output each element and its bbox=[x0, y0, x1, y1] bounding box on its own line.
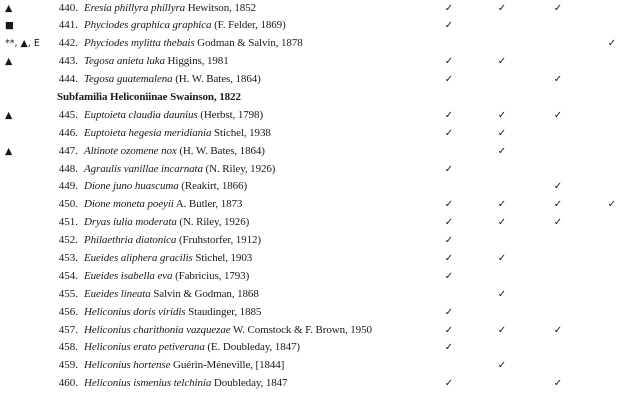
check-icon: ✓ bbox=[444, 342, 454, 354]
species-name bbox=[84, 196, 242, 214]
species-name bbox=[84, 339, 300, 357]
check-icon: ✓ bbox=[553, 378, 563, 390]
check-icon: ✓ bbox=[497, 56, 507, 68]
status-mark: **, ▲, E bbox=[5, 38, 40, 50]
species-number: 445. bbox=[58, 108, 78, 121]
species-number: 455. bbox=[58, 287, 78, 300]
check-icon: ✓ bbox=[497, 252, 507, 264]
species-row bbox=[0, 357, 642, 375]
check-icon: ✓ bbox=[444, 20, 454, 32]
check-icon: ✓ bbox=[553, 199, 563, 211]
species-number: 460. bbox=[58, 377, 78, 390]
scientific-name: Dryas iulia moderata bbox=[84, 216, 177, 229]
scientific-name: Eresia phillyra phillyra bbox=[84, 1, 186, 14]
species-name bbox=[84, 71, 261, 89]
species-number: 446. bbox=[58, 126, 78, 139]
status-mark: ▲ bbox=[5, 2, 13, 14]
check-icon: ✓ bbox=[444, 252, 454, 264]
species-name bbox=[84, 357, 284, 375]
species-number: 454. bbox=[58, 269, 78, 282]
status-mark: ▲ bbox=[5, 56, 13, 68]
species-row bbox=[0, 214, 642, 232]
species-row bbox=[0, 286, 642, 304]
scientific-name: Heliconius hortense bbox=[84, 359, 171, 372]
subfamily-heading-row bbox=[0, 89, 642, 107]
species-row bbox=[0, 71, 642, 89]
species-row bbox=[0, 17, 642, 35]
check-icon: ✓ bbox=[497, 109, 507, 121]
check-icon: ✓ bbox=[497, 324, 507, 336]
species-number: 453. bbox=[58, 251, 78, 264]
species-name bbox=[84, 0, 256, 17]
scientific-name: Eueides isabella eva bbox=[84, 269, 173, 282]
species-row bbox=[0, 196, 642, 214]
species-row bbox=[0, 268, 642, 286]
species-name bbox=[84, 322, 372, 340]
species-name bbox=[84, 250, 252, 268]
species-name bbox=[84, 304, 261, 322]
scientific-name: Heliconius ismenius telchinia bbox=[84, 377, 212, 390]
check-icon: ✓ bbox=[444, 74, 454, 86]
scientific-name: Euptoieta hegesia meridiania bbox=[84, 126, 212, 139]
check-icon: ✓ bbox=[497, 127, 507, 139]
author-citation: (Herbst, 1798) bbox=[197, 108, 264, 121]
check-icon: ✓ bbox=[497, 288, 507, 300]
author-citation: Doubleday, 1847 bbox=[211, 377, 288, 390]
scientific-name: Heliconius doris viridis bbox=[84, 305, 186, 318]
species-row bbox=[0, 53, 642, 71]
species-number: 444. bbox=[58, 73, 78, 86]
check-icon: ✓ bbox=[607, 199, 617, 211]
author-citation: A. Butler, 1873 bbox=[173, 198, 243, 211]
species-number: 447. bbox=[58, 144, 78, 157]
check-icon: ✓ bbox=[444, 270, 454, 282]
author-citation: Stichel, 1938 bbox=[211, 126, 271, 139]
species-row bbox=[0, 125, 642, 143]
species-row bbox=[0, 304, 642, 322]
species-name bbox=[84, 35, 303, 53]
species-number: 452. bbox=[58, 234, 78, 247]
check-icon: ✓ bbox=[444, 109, 454, 121]
check-icon: ✓ bbox=[444, 235, 454, 247]
check-icon: ✓ bbox=[444, 217, 454, 229]
species-row bbox=[0, 0, 642, 17]
author-citation: (F. Felder, 1869) bbox=[211, 19, 286, 32]
check-icon: ✓ bbox=[444, 199, 454, 211]
scientific-name: Tegosa anieta luka bbox=[84, 55, 165, 68]
species-row bbox=[0, 250, 642, 268]
species-row bbox=[0, 143, 642, 161]
check-icon: ✓ bbox=[444, 56, 454, 68]
species-number: 449. bbox=[58, 180, 78, 193]
check-icon: ✓ bbox=[497, 2, 507, 14]
author-citation: (Fabricius, 1793) bbox=[172, 269, 250, 282]
check-icon: ✓ bbox=[497, 217, 507, 229]
status-mark: ■ bbox=[5, 20, 14, 32]
check-icon: ✓ bbox=[444, 378, 454, 390]
status-mark: ▲ bbox=[5, 145, 13, 157]
species-name bbox=[84, 214, 249, 232]
author-citation: W. Comstock & F. Brown, 1950 bbox=[230, 323, 372, 336]
scientific-name: Heliconius erato petiverana bbox=[84, 341, 205, 354]
species-number: 443. bbox=[58, 55, 78, 68]
author-citation: Salvin & Godman, 1868 bbox=[150, 287, 259, 300]
species-name bbox=[84, 53, 229, 71]
species-number: 451. bbox=[58, 216, 78, 229]
species-name bbox=[84, 268, 249, 286]
check-icon: ✓ bbox=[444, 163, 454, 175]
author-citation: (H. W. Bates, 1864) bbox=[172, 73, 261, 86]
check-icon: ✓ bbox=[553, 74, 563, 86]
species-row bbox=[0, 322, 642, 340]
check-icon: ✓ bbox=[444, 127, 454, 139]
species-name bbox=[84, 17, 286, 35]
species-number: 450. bbox=[58, 198, 78, 211]
author-citation: (E. Doubleday, 1847) bbox=[204, 341, 300, 354]
species-number: 456. bbox=[58, 305, 78, 318]
check-icon: ✓ bbox=[553, 181, 563, 193]
species-number: 441. bbox=[58, 19, 78, 32]
check-icon: ✓ bbox=[497, 199, 507, 211]
author-citation: Godman & Salvin, 1878 bbox=[194, 37, 303, 50]
author-citation: Stichel, 1903 bbox=[192, 251, 253, 264]
species-name bbox=[84, 161, 275, 179]
author-citation: (N. Riley, 1926) bbox=[176, 216, 250, 229]
scientific-name: Eueides lineata bbox=[84, 287, 151, 300]
scientific-name: Philaethria diatonica bbox=[84, 234, 177, 247]
check-icon: ✓ bbox=[444, 324, 454, 336]
status-mark: ▲ bbox=[5, 109, 13, 121]
check-icon: ✓ bbox=[444, 2, 454, 14]
scientific-name: Heliconius charithonia vazquezae bbox=[84, 323, 231, 336]
scientific-name: Dione moneta poeyii bbox=[84, 198, 174, 211]
check-icon: ✓ bbox=[607, 38, 617, 50]
author-citation: (N. Riley, 1926) bbox=[202, 162, 276, 175]
author-citation: (Reakirt, 1866) bbox=[178, 180, 248, 193]
species-row bbox=[0, 339, 642, 357]
scientific-name: Phyciodes mylitta thebais bbox=[84, 37, 195, 50]
scientific-name: Dione juno huascuma bbox=[84, 180, 179, 193]
species-name bbox=[84, 178, 247, 196]
species-row bbox=[0, 178, 642, 196]
check-icon: ✓ bbox=[553, 324, 563, 336]
species-number: 442. bbox=[58, 37, 78, 50]
species-row bbox=[0, 375, 642, 393]
species-name bbox=[84, 232, 261, 250]
check-icon: ✓ bbox=[553, 217, 563, 229]
check-icon: ✓ bbox=[553, 109, 563, 121]
species-number: 459. bbox=[58, 359, 78, 372]
author-citation: Guérin-Méneville, [1844] bbox=[170, 359, 285, 372]
species-name bbox=[84, 125, 271, 143]
species-number: 448. bbox=[58, 162, 78, 175]
species-number: 457. bbox=[58, 323, 78, 336]
scientific-name: Agraulis vanillae incarnata bbox=[84, 162, 203, 175]
author-citation: Staudinger, 1885 bbox=[185, 305, 262, 318]
scientific-name: Tegosa guatemalena bbox=[84, 73, 173, 86]
species-name bbox=[84, 375, 287, 393]
scientific-name: Altinote ozomene nox bbox=[84, 144, 177, 157]
scientific-name: Eueides aliphera gracilis bbox=[84, 251, 193, 264]
author-citation: (Fruhstorfer, 1912) bbox=[176, 234, 261, 247]
author-citation: Higgins, 1981 bbox=[164, 55, 229, 68]
check-icon: ✓ bbox=[497, 145, 507, 157]
species-row bbox=[0, 232, 642, 250]
species-number: 440. bbox=[58, 1, 78, 14]
species-row bbox=[0, 35, 642, 53]
species-name bbox=[84, 107, 263, 125]
species-name bbox=[84, 286, 259, 304]
check-icon: ✓ bbox=[553, 2, 563, 14]
subfamily-heading: Subfamilia Heliconiinae Swainson, 1822 bbox=[57, 90, 241, 103]
author-citation: (H. W. Bates, 1864) bbox=[176, 144, 265, 157]
scientific-name: Phyciodes graphica graphica bbox=[84, 19, 212, 32]
species-number: 458. bbox=[58, 341, 78, 354]
check-icon: ✓ bbox=[497, 360, 507, 372]
author-citation: Hewitson, 1852 bbox=[185, 1, 256, 14]
species-row bbox=[0, 161, 642, 179]
species-row bbox=[0, 107, 642, 125]
scientific-name: Euptoieta claudia daunius bbox=[84, 108, 198, 121]
species-name bbox=[84, 143, 265, 161]
check-icon: ✓ bbox=[444, 306, 454, 318]
